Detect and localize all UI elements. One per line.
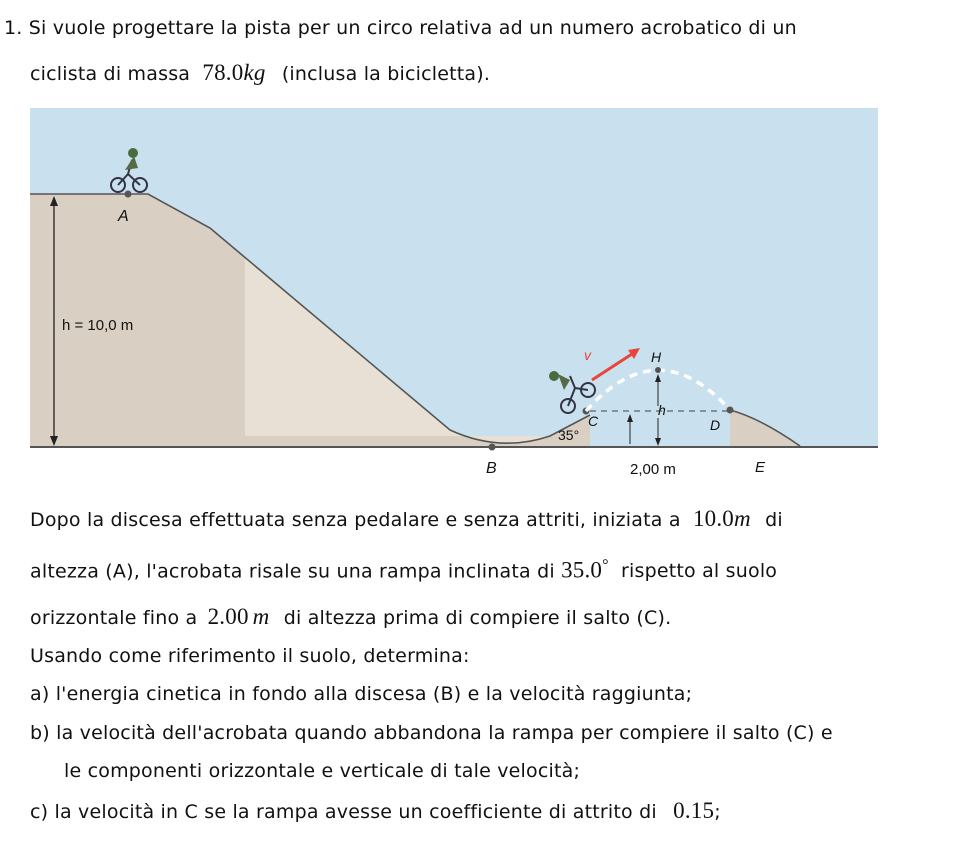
question-c (30, 798, 721, 824)
problem-line-6 (30, 645, 470, 667)
label-e: E (755, 459, 766, 476)
height-unit: m (734, 506, 751, 531)
ramp-value: 2.00 (207, 604, 249, 629)
desc-text-1b: di (765, 509, 783, 531)
label-b: B (486, 460, 497, 477)
label-h-max: H (651, 349, 662, 365)
question-c-text: c) la velocità in C se la rampa avesse un coefficiente di attrito di (30, 801, 657, 823)
problem-line-2 (30, 60, 490, 86)
mass-value: 78.0 (202, 60, 244, 85)
angle-value: 35.0 (561, 557, 603, 583)
problem-line-3 (30, 506, 783, 532)
question-b-text-2: le componenti orizzontale e verticale di tale velocità; (64, 760, 581, 782)
desc-text-2a: altezza (A), l'acrobata risale su una rampa inclinata di (30, 560, 555, 583)
desc-text-1a: Dopo la discesa effettuata senza pedalare e senza attriti, iniziata a (30, 509, 681, 531)
problem-line-1 (4, 17, 797, 39)
desc-text-2b: rispetto al suolo (620, 560, 778, 583)
point-d-dot (727, 407, 734, 414)
friction-value: 0.15 (673, 798, 715, 823)
intro-text-1: Si vuole progettare la pista per un circo relativa ad un numero acrobatico di un (28, 17, 797, 39)
point-h-dot (655, 367, 661, 373)
height-value: 10.0 (692, 506, 734, 531)
angle-unit: ° (602, 557, 609, 574)
problem-line-5 (30, 604, 671, 630)
desc-text-3b: di altezza prima di compiere il salto (C). (283, 607, 672, 629)
desc-text-3a: orizzontale fino a (30, 607, 198, 629)
point-a-dot (125, 191, 132, 198)
question-b-text-1: b) la velocità dell'acrobata quando abbandona la rampa per compiere il salto (C) e (30, 722, 833, 744)
ramp-unit: m (252, 604, 270, 629)
label-d: D (710, 417, 721, 433)
angle-label: 35° (558, 427, 580, 443)
problem-number: 1. (4, 17, 23, 39)
label-v: v (584, 347, 591, 363)
label-a: A (118, 208, 129, 225)
problem-line-4 (30, 557, 777, 583)
bike-track-diagram (30, 108, 878, 490)
question-a (30, 683, 692, 705)
intro-text-2a: ciclista di massa (30, 63, 191, 85)
question-a-text: a) l'energia cinetica in fondo alla discesa (B) e la velocità raggiunta; (30, 683, 693, 705)
question-b-line-2 (64, 760, 580, 782)
height-label: h = 10,0 m (62, 317, 134, 334)
reference-text: Usando come riferimento il suolo, determina: (30, 645, 470, 667)
ground-band (30, 446, 878, 490)
question-b-line-1 (30, 722, 833, 744)
label-h-small: h (658, 402, 666, 418)
mass-unit: kg (243, 60, 266, 85)
question-c-end: ; (714, 801, 721, 823)
intro-text-2b: (inclusa la bicicletta). (281, 63, 491, 85)
label-c: C (588, 413, 599, 429)
point-b-dot (489, 444, 496, 451)
ramp-height-label: 2,00 m (630, 461, 676, 478)
